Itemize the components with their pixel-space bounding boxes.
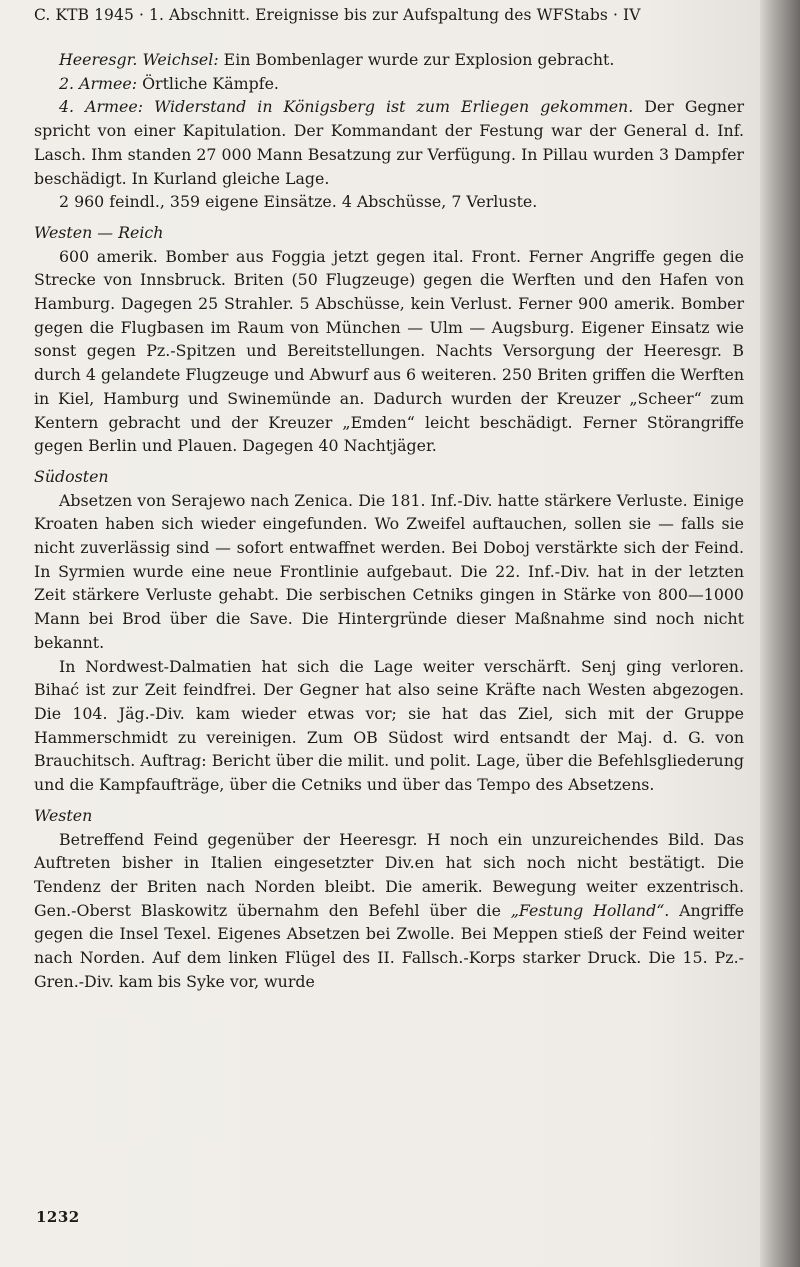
paragraph-armee4 bbox=[34, 95, 744, 190]
text-westen-b: . Angriffe gegen die Insel Texel. Eigenes Absetzen bei Zwolle. Bei Meppen stieß der Feind weiter nach Norden. Auf dem linken Flügel des II. Fallsch.-Korps starker Druck. Die 15. Pz.-Gren.-Div. kam bis Syke vor, wurde bbox=[34, 900, 744, 991]
paragraph-einsaetze: 2 960 feindl., 359 eigene Einsätze. 4 Abschüsse, 7 Verluste. bbox=[59, 192, 538, 212]
text-weichsel: Ein Bombenlager wurde zur Explosion gebracht. bbox=[218, 50, 615, 69]
section-heading-westen: Westen bbox=[34, 805, 93, 825]
paragraph-westen bbox=[34, 828, 744, 994]
label-weichsel: Heeresgr. Weichsel: bbox=[59, 50, 219, 69]
section-heading-westen-reich: Westen — Reich bbox=[34, 222, 164, 242]
text-armee4: Der Gegner spricht von einer Kapitulation. Der Kommandant der Festung war der General d. Inf. Lasch. Ihm standen 27 000 Mann Besatzung zur Verfügung. In Pillau wurden 3 Dampfer beschädigt. In Kurland gleiche Lage. bbox=[34, 97, 745, 188]
paragraph-suedosten-2: In Nordwest-Dalmatien hat sich die Lage weiter verschärft. Senj ging verloren. Bihać ist zur Zeit feindfrei. Der Gegner hat also seine Kräfte nach Westen abgezogen. Die 104. Jäg.-Div. kam wieder etwas vor; sie hat das Ziel, sich mit der Gruppe Hammerschmidt zu vereinigen. Zum OB Südost wird entsandt der Maj. d. G. von Brauchitsch. Auftrag: Bericht über die milit. und polit. Lage, über die Befehlsgliederung und die Kampfaufträge, über die Cetniks und über das Tempo des Absetzens. bbox=[34, 656, 744, 795]
book-spine-shadow bbox=[760, 0, 800, 1267]
label-armee2: 2. Armee: bbox=[59, 73, 138, 93]
paragraph-weichsel bbox=[34, 48, 744, 72]
paragraph-armee2 bbox=[34, 72, 744, 96]
text-armee2: Örtliche Kämpfe. bbox=[137, 73, 279, 93]
section-heading-suedosten: Südosten bbox=[34, 466, 109, 486]
paragraph-suedosten-1: Absetzen von Serajewo nach Zenica. Die 181. Inf.-Div. hatte stärkere Verluste. Einige Kroaten haben sich wieder eingefunden. Wo Zweifel auftauchen, sollen sie — falls sie nicht zuverlässig sind — sofort entwaffnet werden. Bei Doboj verstärkte sich der Feind. In Syrmien wurde eine neue Frontlinie aufgebaut. Die 22. Inf.-Div. hat in der letzten Zeit stärkere Verluste gehabt. Die serbischen Cetniks gingen in Stärke von 800—1000 Mann bei Brod über die Save. Die Hintergründe dieser Maßnahme sind noch nicht bekannt. bbox=[34, 490, 744, 652]
page-body bbox=[34, 48, 744, 993]
text-festung-holland: „Festung Holland“ bbox=[510, 900, 665, 920]
running-header: C. KTB 1945 · 1. Abschnitt. Ereignisse bis zur Aufspaltung des WFStabs · IV bbox=[34, 6, 641, 24]
paragraph-westen-reich: 600 amerik. Bomber aus Foggia jetzt gegen ital. Front. Ferner Angriffe gegen die Strecke von Innsbruck. Briten (50 Flugzeuge) gegen die Werften und den Hafen von Hamburg. Dagegen 25 Strahler. 5 Abschüsse, kein Verlust. Ferner 900 amerik. Bomber gegen die Flugbasen im Raum von München — Ulm — Augsburg. Eigener Einsatz wie sonst gegen Pz.-Spitzen und Bereitstellungen. Nachts Versorgung der Heeresgr. B durch 4 gelandete Flugzeuge und Abwurf aus 6 weiteren. 250 Briten griffen die Werften in Kiel, Hamburg und Swinemünde an. Dadurch wurden der Kreuzer „Scheer“ zum Kentern gebracht und der Kreuzer „Emden“ leicht beschädigt. Ferner Störangriffe gegen Berlin und Plauen. Dagegen 40 Nachtjäger. bbox=[34, 246, 744, 456]
label-armee4: 4. Armee: Widerstand in Königsberg ist zum Erliegen gekommen. bbox=[59, 97, 634, 117]
page-number: 1232 bbox=[36, 1208, 80, 1226]
text-westen-a: Betreffend Feind gegenüber der Heeresgr. H noch ein unzureichendes Bild. Das Auftreten bisher in Italien eingesetzter Div.en hat sich noch nicht bestätigt. Die Tendenz der Briten nach Norden bleibt. Die amerik. Bewegung weiter exzentrisch. Gen.-Oberst Blaskowitz übernahm den Befehl über die bbox=[34, 829, 744, 920]
